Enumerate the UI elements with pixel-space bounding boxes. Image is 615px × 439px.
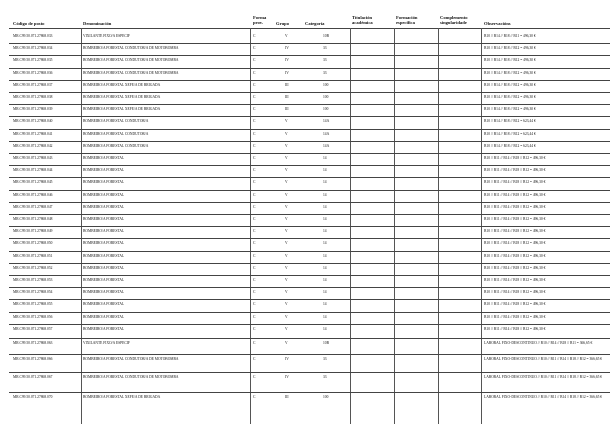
cell-codigo: MR.C99.50.071.27868.041 bbox=[13, 131, 53, 136]
cell-observacions: B10 // B14 // B18 // B11 = 496,30 € bbox=[484, 34, 536, 38]
cell-denominacion: VIXILANTE FIXO/A ESPECIF bbox=[83, 341, 130, 345]
row-divider bbox=[9, 312, 610, 313]
row-divider bbox=[9, 141, 610, 142]
cell-grupo: V bbox=[285, 192, 288, 197]
cell-codigo: MR.C99.50.071.27868.045 bbox=[13, 180, 53, 185]
row-divider bbox=[9, 338, 610, 339]
row-divider bbox=[9, 80, 610, 81]
row-divider bbox=[9, 287, 610, 288]
cell-codigo: MR.C99.50.071.27868.039 bbox=[13, 107, 53, 112]
row-divider bbox=[9, 214, 610, 215]
cell-forma-prov: C bbox=[253, 253, 256, 258]
cell-forma-prov: C bbox=[253, 341, 256, 345]
cell-observacions: B10 // B11 // B14 // B18 // B12 = 496,30 € bbox=[484, 168, 546, 173]
cell-grupo: IV bbox=[285, 357, 289, 361]
cell-codigo: MR.C99.50.071.27868.052 bbox=[13, 265, 53, 270]
cell-observacions: B10 // B14 // B18 // B12 = 496,30 € bbox=[484, 107, 536, 112]
cell-observacions: B10 // B11 // B14 // B18 // B12 = 496,30 € bbox=[484, 265, 546, 270]
cell-codigo: MR.C99.50.071.27868.053 bbox=[13, 278, 53, 282]
header-formacion: Formación específica bbox=[396, 15, 418, 26]
cell-categoria: 100 bbox=[323, 95, 329, 99]
cell-observacions: B10 // B11 // B14 // B18 // B12 = 496,30 € bbox=[484, 314, 546, 319]
cell-denominacion: BOMBEIRO/A FORESTAL CONDUTOR/A bbox=[83, 119, 149, 124]
cell-forma-prov: C bbox=[253, 58, 256, 63]
cell-observacions: B10 // B14 // B18 // B12 = 496,30 € bbox=[484, 95, 536, 99]
cell-denominacion: BOMBEIRO/A FORESTAL XEFE/A DE BRIGADA bbox=[83, 82, 161, 87]
cell-denominacion: BOMBEIRO/A FORESTAL bbox=[83, 253, 125, 258]
cell-denominacion: BOMBEIRO/A FORESTAL CONDUTOR/A DE MOTOBOMBA bbox=[83, 375, 179, 379]
cell-codigo: MR.C99.50.071.27868.033 bbox=[13, 34, 53, 38]
row-divider bbox=[9, 299, 610, 300]
cell-forma-prov: C bbox=[253, 395, 256, 399]
row-divider bbox=[9, 238, 610, 239]
cell-denominacion: BOMBEIRO/A FORESTAL CONDUTOR/A bbox=[83, 143, 149, 148]
row-divider bbox=[9, 190, 610, 191]
cell-codigo: MR.C99.50.071.27868.047 bbox=[13, 204, 53, 209]
cell-categoria: 14 bbox=[323, 156, 327, 160]
cell-grupo: V bbox=[285, 265, 288, 270]
cell-forma-prov: C bbox=[253, 302, 256, 307]
cell-grupo: III bbox=[285, 82, 289, 87]
cell-forma-prov: C bbox=[253, 70, 256, 75]
cell-categoria: 100 bbox=[323, 82, 329, 87]
header-denominacion: Denominación bbox=[83, 21, 112, 26]
row-divider bbox=[9, 177, 610, 178]
cell-categoria: 10B bbox=[323, 341, 329, 345]
cell-observacions: B10 // B14 // B18 // B12 = 623,44 € bbox=[484, 131, 536, 136]
cell-grupo: V bbox=[285, 180, 288, 185]
cell-denominacion: BOMBEIRO/A FORESTAL XEFE/A DE BRIGADA bbox=[83, 107, 161, 112]
cell-categoria: 14 bbox=[323, 241, 327, 246]
row-divider bbox=[9, 129, 610, 130]
cell-observacions: B10 // B11 // B14 // B18 // B12 = 496,30 € bbox=[484, 253, 546, 258]
cell-forma-prov: C bbox=[253, 95, 256, 99]
cell-grupo: V bbox=[285, 229, 288, 234]
cell-denominacion: BOMBEIRO/A FORESTAL bbox=[83, 302, 125, 307]
cell-observacions: LABORAL FIXO-DESCONTINUO // B10 // B11 // B14 // B18 // B12 = 366,65 € bbox=[484, 357, 603, 361]
row-divider bbox=[9, 202, 610, 203]
header-forma-prov: Forma prov. bbox=[253, 15, 267, 26]
row-divider bbox=[9, 92, 610, 93]
cell-codigo: MR.C99.50.071.27868.046 bbox=[13, 192, 53, 197]
cell-observacions: B10 // B11 // B14 // B18 // B12 = 496,30 € bbox=[484, 204, 546, 209]
cell-categoria: 14 bbox=[323, 253, 327, 258]
cell-denominacion: BOMBEIRO/A FORESTAL CONDUTOR/A DE MOTOBOMBA bbox=[83, 46, 179, 51]
cell-denominacion: BOMBEIRO/A FORESTAL XEFE/A DE BRIGADA bbox=[83, 95, 161, 99]
cell-grupo: V bbox=[285, 302, 288, 307]
cell-denominacion: BOMBEIRO/A FORESTAL bbox=[83, 290, 125, 295]
cell-observacions: B10 // B11 // B14 // B18 // B12 = 496,30 € bbox=[484, 278, 546, 282]
cell-grupo: III bbox=[285, 395, 289, 399]
cell-codigo: MR.C99.50.071.27868.070 bbox=[13, 395, 53, 399]
cell-denominacion: BOMBEIRO/A FORESTAL CONDUTOR/A DE MOTOBOMBA bbox=[83, 357, 179, 361]
cell-codigo: MR.C99.50.071.27868.048 bbox=[13, 217, 53, 221]
cell-forma-prov: C bbox=[253, 82, 256, 87]
cell-denominacion: BOMBEIRO/A FORESTAL CONDUTOR/A bbox=[83, 131, 149, 136]
row-divider bbox=[9, 324, 610, 325]
cell-observacions: B10 // B14 // B18 // B12 = 496,30 € bbox=[484, 46, 536, 51]
cell-forma-prov: C bbox=[253, 278, 256, 282]
cell-denominacion: BOMBEIRO/A FORESTAL bbox=[83, 168, 125, 173]
cell-codigo: MR.C99.50.071.27868.054 bbox=[13, 290, 53, 295]
cell-observacions: LABORAL FIXO-DESCONTINUO // B10 // B11 // B14 // B18 // B12 = 366,65 € bbox=[484, 375, 603, 379]
cell-denominacion: BOMBEIRO/A FORESTAL CONDUTOR/A DE MOTOBOMBA bbox=[83, 58, 179, 63]
header-grupo: Grupo bbox=[276, 21, 290, 26]
cell-observacions: B10 // B11 // B14 // B18 // B12 = 496,30 € bbox=[484, 241, 546, 246]
cell-denominacion: BOMBEIRO/A FORESTAL bbox=[83, 278, 125, 282]
cell-categoria: 14 bbox=[323, 217, 327, 221]
cell-categoria: 33 bbox=[323, 70, 327, 75]
cell-codigo: MR.C99.50.071.27868.035 bbox=[13, 58, 53, 63]
cell-codigo: MR.C99.50.071.27868.067 bbox=[13, 375, 53, 379]
cell-grupo: V bbox=[285, 217, 288, 221]
cell-forma-prov: C bbox=[253, 46, 256, 51]
cell-observacions: B10 // B14 // B18 // B12 = 623,44 € bbox=[484, 143, 536, 148]
cell-grupo: III bbox=[285, 107, 289, 112]
row-divider bbox=[9, 165, 610, 166]
cell-codigo: MR.C99.50.071.27868.040 bbox=[13, 119, 53, 124]
header-titulacion: Titulación académica bbox=[352, 15, 373, 26]
cell-categoria: 14 bbox=[323, 229, 327, 234]
cell-grupo: IV bbox=[285, 58, 289, 63]
cell-forma-prov: C bbox=[253, 34, 256, 38]
cell-categoria: 14 bbox=[323, 314, 327, 319]
cell-observacions: B10 // B14 // B18 // B12 = 623,44 € bbox=[484, 119, 536, 124]
row-divider bbox=[9, 275, 610, 276]
cell-grupo: V bbox=[285, 156, 288, 160]
cell-observacions: B10 // B14 // B18 // B12 = 496,30 € bbox=[484, 82, 536, 87]
cell-forma-prov: C bbox=[253, 375, 256, 379]
row-divider bbox=[9, 153, 610, 154]
cell-denominacion: BOMBEIRO/A FORESTAL bbox=[83, 229, 125, 234]
cell-categoria: 14 bbox=[323, 192, 327, 197]
cell-categoria: 14A bbox=[323, 131, 330, 136]
cell-observacions: B10 // B14 // B18 // B12 = 496,30 € bbox=[484, 58, 536, 63]
cell-observacions: B10 // B11 // B14 // B18 // B12 = 496,30 € bbox=[484, 180, 546, 185]
cell-categoria: 14 bbox=[323, 168, 327, 173]
cell-observacions: LABORAL FIXO-DESCONTINUO // B10 // B14 // B18 // B11 = 366,65 € bbox=[484, 341, 593, 345]
cell-codigo: MR.C99.50.071.27868.049 bbox=[13, 229, 53, 234]
cell-categoria: 10B bbox=[323, 34, 329, 38]
cell-denominacion: VIXILANTE FIXO/A ESPECIF bbox=[83, 34, 130, 38]
cell-grupo: V bbox=[285, 131, 288, 136]
cell-forma-prov: C bbox=[253, 290, 256, 295]
cell-codigo: MR.C99.50.071.27868.034 bbox=[13, 46, 53, 51]
row-divider bbox=[9, 392, 610, 393]
cell-grupo: V bbox=[285, 278, 288, 282]
cell-forma-prov: C bbox=[253, 168, 256, 173]
header-categoria: Categoría bbox=[305, 21, 325, 26]
cell-observacions: B10 // B11 // B14 // B18 // B12 = 496,30 € bbox=[484, 217, 546, 221]
cell-categoria: 14 bbox=[323, 290, 327, 295]
cell-grupo: V bbox=[285, 314, 288, 319]
cell-observacions: B10 // B11 // B14 // B18 // B12 = 496,30 € bbox=[484, 156, 546, 160]
cell-observacions: B10 // B11 // B14 // B18 // B12 = 496,30 € bbox=[484, 326, 546, 331]
cell-grupo: IV bbox=[285, 70, 289, 75]
row-divider bbox=[9, 251, 610, 252]
header-codigo: Código de posto bbox=[13, 21, 45, 26]
cell-grupo: V bbox=[285, 290, 288, 295]
cell-categoria: 33 bbox=[323, 357, 327, 361]
cell-codigo: MR.C99.50.071.27868.044 bbox=[13, 168, 53, 173]
cell-observacions: B10 // B11 // B14 // B18 // B12 = 496,30 € bbox=[484, 229, 546, 234]
cell-observacions: B10 // B11 // B14 // B18 // B12 = 496,30 € bbox=[484, 302, 546, 307]
cell-observacions: B10 // B14 // B18 // B12 = 496,30 € bbox=[484, 70, 536, 75]
cell-denominacion: BOMBEIRO/A FORESTAL XEFE/A DE BRIGADA bbox=[83, 395, 161, 399]
cell-codigo: MR.C99.50.071.27868.056 bbox=[13, 314, 53, 319]
cell-forma-prov: C bbox=[253, 265, 256, 270]
cell-denominacion: BOMBEIRO/A FORESTAL bbox=[83, 180, 125, 185]
cell-denominacion: BOMBEIRO/A FORESTAL bbox=[83, 192, 125, 197]
cell-denominacion: BOMBEIRO/A FORESTAL bbox=[83, 314, 125, 319]
cell-grupo: V bbox=[285, 34, 288, 38]
cell-codigo: MR.C99.50.071.27868.038 bbox=[13, 95, 53, 99]
cell-denominacion: BOMBEIRO/A FORESTAL bbox=[83, 265, 125, 270]
row-divider bbox=[9, 372, 610, 373]
cell-grupo: V bbox=[285, 253, 288, 258]
row-divider bbox=[9, 116, 610, 117]
cell-codigo: MR.C99.50.071.27868.066 bbox=[13, 357, 53, 361]
cell-categoria: 33 bbox=[323, 58, 327, 63]
cell-denominacion: BOMBEIRO/A FORESTAL CONDUTOR/A DE MOTOBOMBA bbox=[83, 70, 179, 75]
cell-forma-prov: C bbox=[253, 326, 256, 331]
cell-grupo: IV bbox=[285, 375, 289, 379]
cell-categoria: 14 bbox=[323, 180, 327, 185]
row-divider bbox=[9, 226, 610, 227]
cell-grupo: V bbox=[285, 143, 288, 148]
cell-denominacion: BOMBEIRO/A FORESTAL bbox=[83, 326, 125, 331]
cell-forma-prov: C bbox=[253, 229, 256, 234]
cell-codigo: MR.C99.50.071.27868.051 bbox=[13, 253, 53, 258]
cell-denominacion: BOMBEIRO/A FORESTAL bbox=[83, 241, 125, 246]
cell-denominacion: BOMBEIRO/A FORESTAL bbox=[83, 204, 125, 209]
cell-denominacion: BOMBEIRO/A FORESTAL bbox=[83, 156, 125, 160]
cell-grupo: III bbox=[285, 95, 289, 99]
cell-categoria: 14A bbox=[323, 143, 330, 148]
cell-forma-prov: C bbox=[253, 143, 256, 148]
cell-grupo: V bbox=[285, 168, 288, 173]
cell-categoria: 33 bbox=[323, 375, 327, 379]
cell-forma-prov: C bbox=[253, 119, 256, 124]
row-divider bbox=[9, 55, 610, 56]
cell-categoria: 100 bbox=[323, 107, 329, 112]
cell-codigo: MR.C99.50.071.27868.063 bbox=[13, 341, 53, 345]
cell-forma-prov: C bbox=[253, 241, 256, 246]
cell-codigo: MR.C99.50.071.27868.050 bbox=[13, 241, 53, 246]
cell-codigo: MR.C99.50.071.27868.055 bbox=[13, 302, 53, 307]
cell-grupo: V bbox=[285, 241, 288, 246]
cell-grupo: V bbox=[285, 326, 288, 331]
cell-forma-prov: C bbox=[253, 204, 256, 209]
header-observacions: Observacións bbox=[484, 21, 511, 26]
cell-forma-prov: C bbox=[253, 217, 256, 221]
row-divider bbox=[9, 43, 610, 44]
cell-grupo: IV bbox=[285, 46, 289, 51]
header-rule bbox=[9, 28, 610, 29]
cell-codigo: MR.C99.50.071.27868.057 bbox=[13, 326, 53, 331]
cell-grupo: V bbox=[285, 341, 288, 345]
cell-forma-prov: C bbox=[253, 357, 256, 361]
cell-forma-prov: C bbox=[253, 107, 256, 112]
cell-forma-prov: C bbox=[253, 314, 256, 319]
cell-categoria: 14 bbox=[323, 302, 327, 307]
cell-categoria: 33 bbox=[323, 46, 327, 51]
cell-forma-prov: C bbox=[253, 180, 256, 185]
row-divider bbox=[9, 263, 610, 264]
cell-denominacion: BOMBEIRO/A FORESTAL bbox=[83, 217, 125, 221]
cell-categoria: 14 bbox=[323, 204, 327, 209]
cell-grupo: V bbox=[285, 119, 288, 124]
cell-grupo: V bbox=[285, 204, 288, 209]
row-divider bbox=[9, 68, 610, 69]
cell-forma-prov: C bbox=[253, 192, 256, 197]
row-divider bbox=[9, 354, 610, 355]
cell-codigo: MR.C99.50.071.27868.042 bbox=[13, 143, 53, 148]
header-complemento: Complemento singularidade bbox=[440, 15, 468, 26]
cell-codigo: MR.C99.50.071.27868.037 bbox=[13, 82, 53, 87]
cell-observacions: LABORAL FIXO-DESCONTINUO // B10 // B11 // B14 // B18 // B12 = 366,65 € bbox=[484, 395, 603, 399]
cell-codigo: MR.C99.50.071.27868.036 bbox=[13, 70, 53, 75]
cell-categoria: 100 bbox=[323, 395, 329, 399]
cell-codigo: MR.C99.50.071.27868.043 bbox=[13, 156, 53, 160]
cell-categoria: 14 bbox=[323, 265, 327, 270]
cell-forma-prov: C bbox=[253, 156, 256, 160]
cell-forma-prov: C bbox=[253, 131, 256, 136]
cell-categoria: 14 bbox=[323, 278, 327, 282]
cell-observacions: B10 // B11 // B14 // B18 // B12 = 496,30 € bbox=[484, 290, 546, 295]
row-divider bbox=[9, 104, 610, 105]
cell-observacions: B10 // B11 // B14 // B18 // B12 = 496,30 € bbox=[484, 192, 546, 197]
cell-categoria: 14A bbox=[323, 119, 330, 124]
cell-categoria: 14 bbox=[323, 326, 327, 331]
